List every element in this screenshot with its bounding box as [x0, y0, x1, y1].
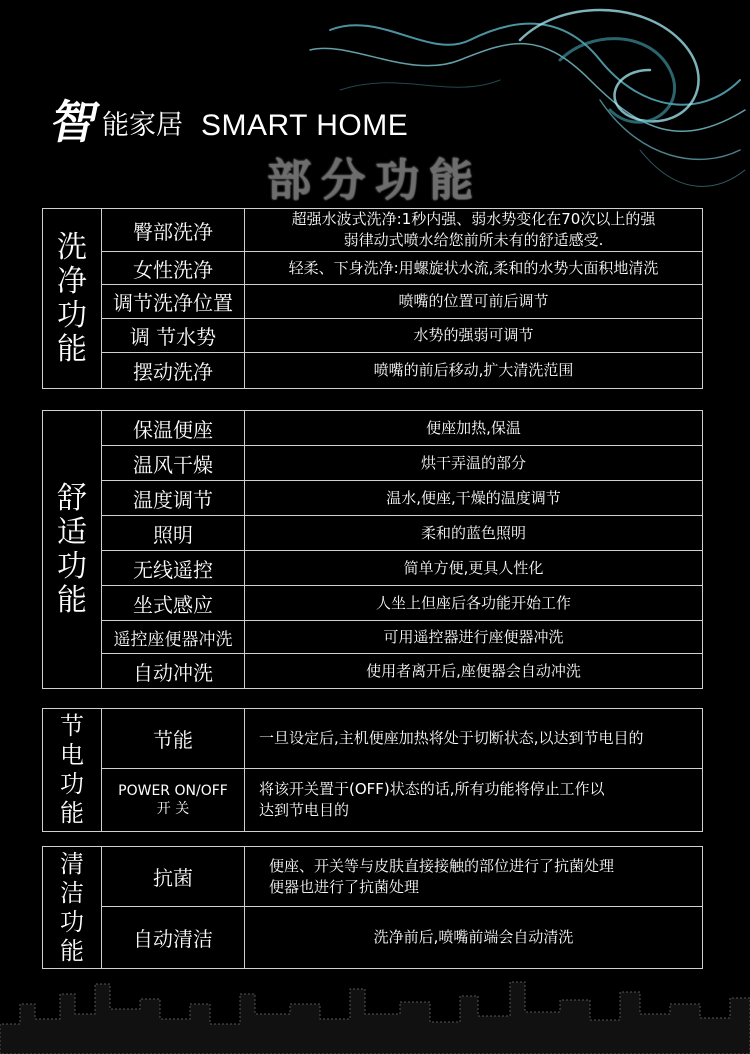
feature-description: 柔和的蓝色照明	[245, 516, 703, 551]
feature-name: 保温便座	[102, 411, 245, 446]
feature-description: 烘干弄温的部分	[245, 446, 703, 481]
feature-description: 便座加热,保温	[245, 411, 703, 446]
feature-name: 无线遥控	[102, 551, 245, 586]
feature-description: 简单方便,更具人性化	[245, 551, 703, 586]
feature-description: 将该开关置于(OFF)状态的话,所有功能将停止工作以 达到节电目的	[245, 769, 703, 832]
feature-name: 温度调节	[102, 481, 245, 516]
feature-description: 轻柔、下身洗净:用螺旋状水流,柔和的水势大面积地清洗	[245, 252, 703, 285]
feature-description: 喷嘴的前后移动,扩大清洗范围	[245, 353, 703, 389]
feature-name: 节能	[102, 709, 245, 769]
brand-logo	[46, 88, 409, 149]
feature-name: 遥控座便器冲洗	[102, 621, 245, 654]
feature-description: 人坐上但座后各功能开始工作	[245, 586, 703, 621]
feature-description: 喷嘴的位置可前后调节	[245, 285, 703, 319]
energy-functions-table	[42, 708, 703, 832]
logo-text-en: SMART HOME	[201, 109, 409, 142]
comfort-category-label: 舒 适 功 能	[43, 411, 102, 689]
feature-name: 自动清洁	[102, 907, 245, 969]
feature-description: 可用遥控器进行座便器冲洗	[245, 621, 703, 654]
page-title: 部分功能	[267, 155, 483, 206]
feature-description: 温水,便座,干燥的温度调节	[245, 481, 703, 516]
feature-description: 一旦设定后,主机便座加热将处于切断状态,以达到节电目的	[245, 709, 703, 769]
energy-category-label: 节 电 功 能	[43, 709, 102, 832]
clean-category-label: 清 洁 功 能	[43, 847, 102, 969]
clean-functions-table	[42, 846, 703, 969]
logo-text-cn: 能家居	[102, 110, 183, 141]
feature-description: 洗净前后,喷嘴前端会自动清洗	[245, 907, 703, 969]
feature-name: 温风干燥	[102, 446, 245, 481]
feature-name: 照明	[102, 516, 245, 551]
feature-name: 女性洗净	[102, 252, 245, 285]
feature-name: 摆动洗净	[102, 353, 245, 389]
logo-char: 智	[46, 95, 104, 149]
feature-name: 臀部洗净	[102, 209, 245, 252]
feature-description: 水势的强弱可调节	[245, 319, 703, 353]
wash-functions-table	[42, 208, 703, 389]
wash-category-label: 洗 净 功 能	[43, 209, 102, 389]
feature-name: 自动冲洗	[102, 654, 245, 689]
feature-description: 便座、开关等与皮肤直接接触的部位进行了抗菌处理 便器也进行了抗菌处理	[245, 847, 703, 907]
feature-name: POWER ON/OFF 开 关	[102, 769, 245, 832]
comfort-functions-table	[42, 410, 703, 689]
feature-name: 抗菌	[102, 847, 245, 907]
feature-description: 超强水波式洗净:1秒内强、弱水势变化在70次以上的强 弱律动式喷水给您前所未有的舒适感受.	[245, 209, 703, 252]
feature-name: 调 节水势	[102, 319, 245, 353]
decorative-city-skyline	[0, 974, 750, 1054]
feature-description: 使用者离开后,座便器会自动冲洗	[245, 654, 703, 689]
feature-name: 坐式感应	[102, 586, 245, 621]
feature-name: 调节洗净位置	[102, 285, 245, 319]
